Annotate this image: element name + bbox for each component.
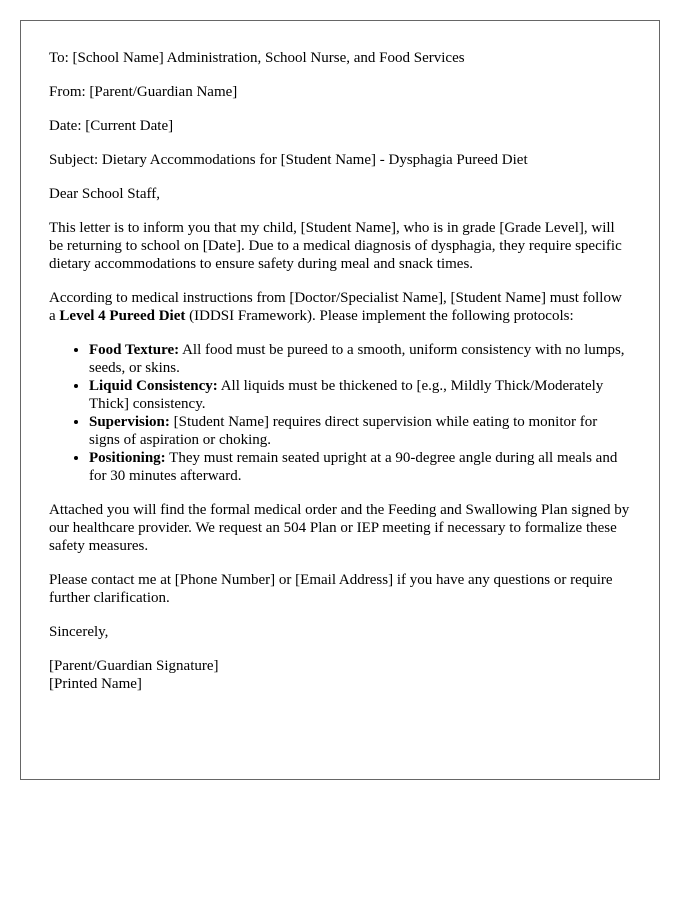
protocol-label: Food Texture: [89, 342, 180, 358]
from-line: From: [Parent/Guardian Name] [49, 84, 238, 100]
instructions-paragraph [49, 289, 631, 325]
signature-block [49, 657, 631, 693]
list-item [89, 449, 631, 485]
protocol-text: All food must be pureed to a smooth, uniform consistency with no lumps, seeds, or skins. [89, 342, 625, 376]
diet-level: Level 4 Pureed Diet [59, 308, 186, 324]
closing: Sincerely, [49, 624, 109, 640]
letter-page [20, 20, 660, 780]
protocol-label: Liquid Consistency: [89, 378, 218, 394]
list-item [89, 341, 631, 377]
intro-paragraph: This letter is to inform you that my child, [Student Name], who is in grade [Grade Level], will be returning to school on [Date]. Due to a medical diagnosis of dysphagia, they require specific dietary accommodations to ensure safety during meal and snack times. [49, 220, 622, 272]
protocol-text: They must remain seated upright at a 90-degree angle during all meals and for 30 minutes afterward. [89, 450, 618, 484]
protocol-label: Supervision: [89, 414, 170, 430]
list-item [89, 413, 631, 449]
list-item [89, 377, 631, 413]
attachment-paragraph: Attached you will find the formal medical order and the Feeding and Swallowing Plan signed by our healthcare provider. We request an 504 Plan or IEP meeting if necessary to formalize these safety measures. [49, 502, 630, 554]
contact-paragraph: Please contact me at [Phone Number] or [Email Address] if you have any questions or require further clarification. [49, 572, 613, 606]
protocol-text: All liquids must be thickened to [e.g., Mildly Thick/Moderately Thick] consistency. [89, 378, 604, 412]
to-line: To: [School Name] Administration, School Nurse, and Food Services [49, 50, 465, 66]
protocol-text: [Student Name] requires direct supervision while eating to monitor for signs of aspiration or choking. [89, 414, 598, 448]
salutation: Dear School Staff, [49, 186, 160, 202]
date-line: Date: [Current Date] [49, 118, 174, 134]
printed-name-line: [Printed Name] [49, 676, 142, 692]
protocol-label: Positioning: [89, 450, 166, 466]
signature-line: [Parent/Guardian Signature] [49, 658, 219, 674]
instructions-text-before: According to medical instructions from [Doctor/Specialist Name], [Student Name] must follow a [49, 290, 622, 324]
instructions-text-after: (IDDSI Framework). Please implement the following protocols: [185, 308, 574, 324]
subject-line: Subject: Dietary Accommodations for [Student Name] - Dysphagia Pureed Diet [49, 152, 528, 168]
protocol-list [49, 341, 631, 485]
